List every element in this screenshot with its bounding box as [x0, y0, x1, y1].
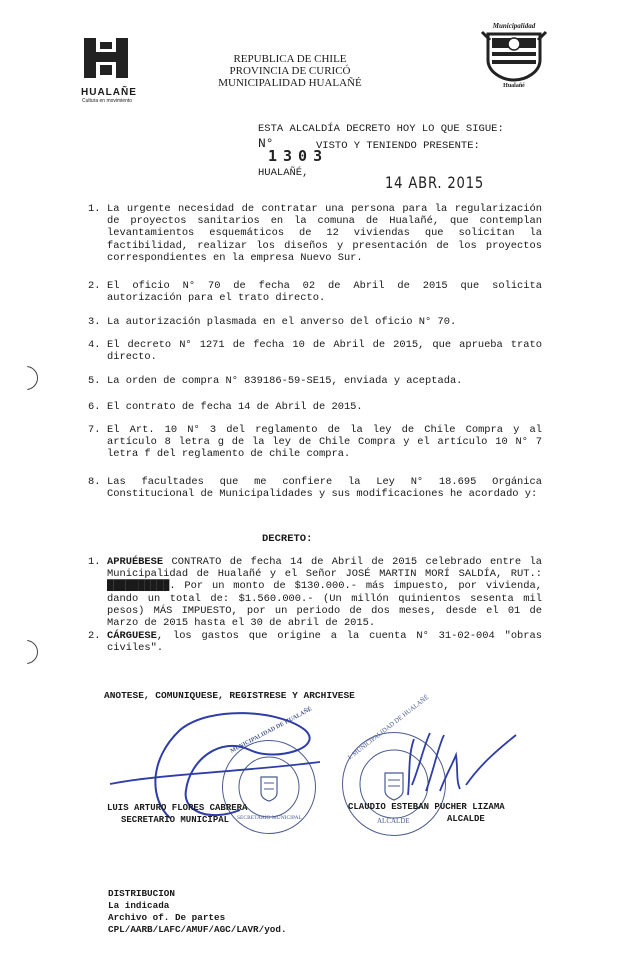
logo-tagline: Cultura en movimiento — [82, 98, 133, 104]
consideration-text: El decreto N° 1271 de fecha 10 de Abril de 2015, que aprueba trato directo. — [107, 339, 542, 364]
distribution-line: Archivo of. De partes — [108, 912, 226, 923]
crest-shield-icon — [478, 30, 550, 82]
header-line-3: MUNICIPALIDAD HUALAÑÉ — [218, 77, 362, 89]
consideration-number: 2. — [88, 280, 101, 292]
intro-line-2: VISTO Y TENIENDO PRESENTE: — [316, 140, 480, 152]
stamp-alcalde-bottom: ALCALDE — [377, 817, 410, 825]
consideration-text: La autorización plasmada en el anverso del oficio N° 70. — [107, 316, 457, 328]
consideration-text: El contrato de fecha 14 de Abril de 2015. — [107, 401, 363, 413]
header-line-2: PROVINCIA DE CURICÓ — [229, 65, 351, 77]
punch-hole-mark-2 — [14, 640, 38, 664]
consideration-text: Las facultades que me confiere la Ley N° 18.695 Orgánica Constitucional de Municipalidades y sus modificaciones he acordado y: — [107, 476, 542, 501]
consideration-number: 7. — [88, 424, 101, 436]
consideration-text: La orden de compra N° 839186-59-SE15, enviada y aceptada. — [107, 375, 463, 387]
crest-bottom-text: Hualañé — [503, 83, 525, 89]
header-line-1: REPUBLICA DE CHILE — [233, 53, 347, 65]
secretario-title: SECRETARIO MUNICIPAL — [121, 815, 230, 825]
decree-item-1-text: CONTRATO de fecha 14 de Abril de 2015 celebrado entre la Municipalidad de Hualañé y el Señor JOSÉ MARTIN MORÍ SALDÍA, RUT.: ██████████. Por un monto de $130.000.- más impuesto, por vivienda, dando un total de: $1.560.000.- (Un millón quinientos sesenta mil pesos) MÁS IMPUESTO, por un periodo de dos meses, desde el 01 de Marzo de 2015 hasta el 30 de abril de 2015. — [107, 556, 542, 630]
consideration-number: 8. — [88, 476, 101, 488]
header-block — [200, 53, 380, 89]
consideration-item — [88, 203, 542, 264]
crest-top-text: Municipalidad — [492, 22, 536, 30]
consideration-item — [88, 476, 542, 500]
consideration-number: 6. — [88, 401, 101, 413]
decree-item-1 — [88, 556, 542, 629]
alcalde-title: ALCALDE — [447, 814, 485, 824]
intro-line-1: ESTA ALCALDÍA DECRETO HOY LO QUE SIGUE: — [258, 123, 504, 135]
decree-item-1-num: 1. — [88, 556, 101, 568]
consideration-item — [88, 424, 542, 461]
consideration-text: El Art. 10 N° 3 del reglamento de la ley de Chile Compra y al artículo 8 letra g de la ley de Chile Compra y el artículo 10 N° 7 letra f del reglamento de chile compra. — [107, 424, 542, 461]
decree-item-2-verb: CÁRGUESE — [107, 630, 157, 642]
consideration-text: La urgente necesidad de contratar una persona para la regularización de proyectos sanitarios en la comuna de Hualañé, que contemplan levantamientos esquemáticos de 12 viviendas que solicitan la factibilidad, realizar los diseños y presentación de los proyectos correspondientes en la empresa Nuevo Sur. — [107, 203, 542, 264]
consideration-number: 1. — [88, 203, 101, 215]
municipal-crest — [478, 22, 550, 94]
decree-item-2 — [88, 630, 542, 654]
punch-hole-mark — [14, 366, 38, 390]
closing-statement: ANOTESE, COMUNIQUESE, REGISTRESE Y ARCHIVESE — [104, 690, 355, 701]
alcalde-name: CLAUDIO ESTEBAN PUCHER LIZAMA — [348, 802, 505, 812]
h-logo-icon — [78, 38, 134, 82]
decree-item-2-text: , los gastos que origine a la cuenta N° 31-02-004 "obras civiles". — [107, 630, 542, 655]
decree-title: DECRETO: — [262, 533, 313, 545]
stamp-secretario-top: MUNICIPALIDAD DE HUALAÑÉ — [229, 706, 314, 755]
distribution-line: La indicada — [108, 900, 170, 911]
consideration-item — [88, 339, 542, 363]
consideration-item — [88, 280, 542, 304]
place-label: HUALAÑÉ, — [258, 167, 309, 179]
distribution-title: DISTRIBUCION — [108, 888, 175, 899]
logo-text: HUALAÑE — [81, 87, 137, 98]
distribution-block — [108, 888, 287, 936]
distribution-line: CPL/AARB/LAFC/AMUF/AGC/LAVR/yod. — [108, 924, 287, 935]
consideration-number: 5. — [88, 375, 101, 387]
stamp-secretario-bottom: SECRETARIO MUNICIPAL — [237, 815, 302, 821]
consideration-item — [88, 375, 542, 387]
decree-item-1-verb: APRUÉBESE — [107, 556, 164, 568]
date-stamp: 14 ABR. 2015 — [385, 173, 485, 192]
decree-number: 1303 — [268, 147, 329, 165]
decree-item-2-num: 2. — [88, 630, 101, 642]
number-label: N° — [258, 136, 274, 151]
hualane-logo — [78, 38, 137, 104]
stamp-alcalde-top: I. MUNICIPALIDAD DE HUALAÑÉ — [346, 693, 431, 762]
consideration-number: 4. — [88, 339, 101, 351]
secretario-name: LUIS ARTURO FLORES CABRERA — [107, 803, 248, 813]
consideration-text: El oficio N° 70 de fecha 02 de Abril de 2015 que solicita autorización para el trato directo. — [107, 280, 542, 305]
consideration-item — [88, 316, 542, 328]
consideration-item — [88, 401, 542, 413]
consideration-number: 3. — [88, 316, 101, 328]
